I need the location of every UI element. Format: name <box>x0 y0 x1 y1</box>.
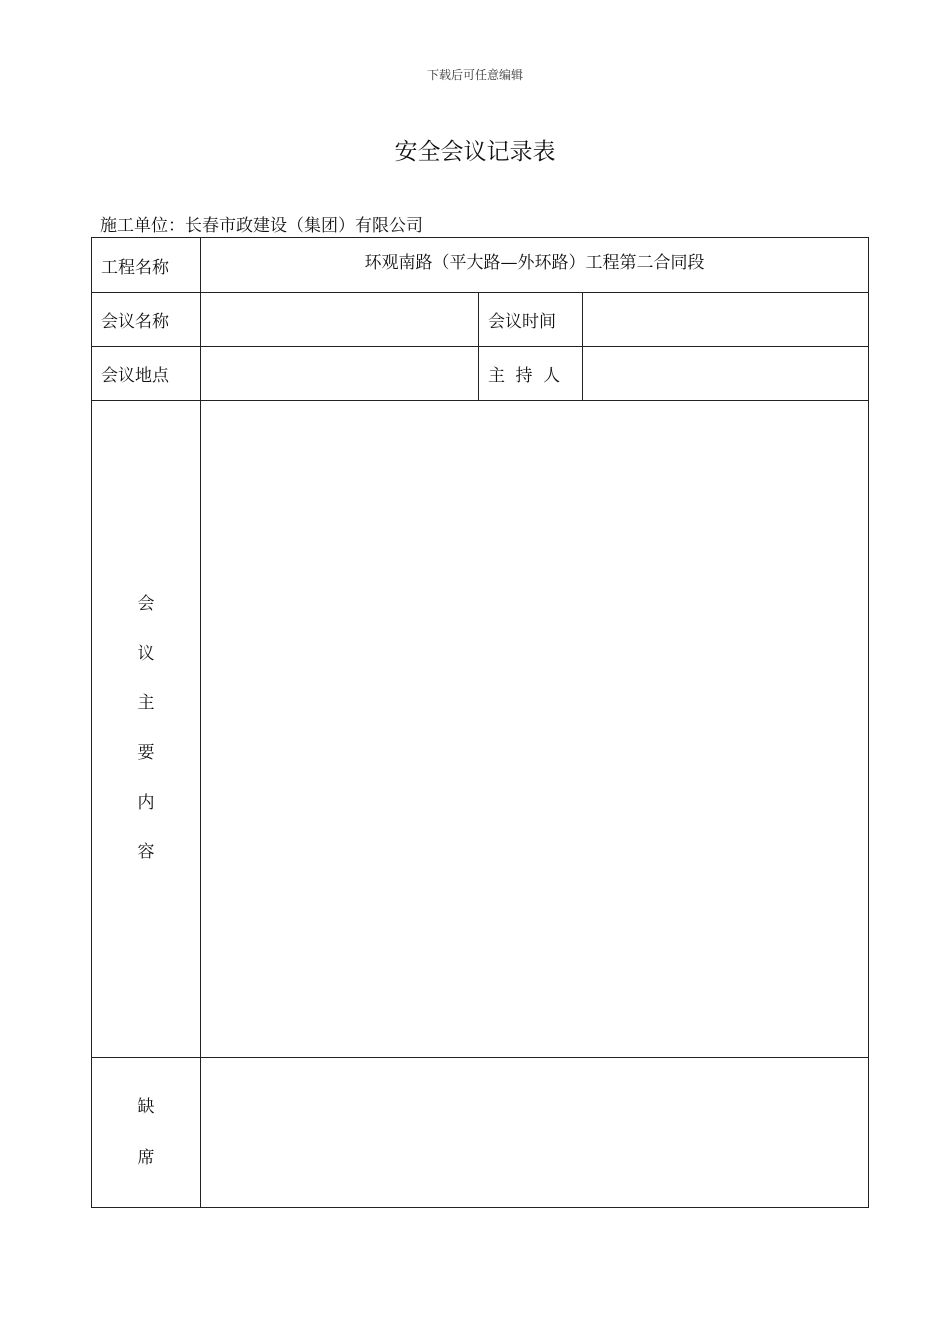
meeting-name-label: 会议名称 <box>92 293 201 347</box>
meeting-place-field[interactable] <box>201 347 479 401</box>
meeting-time-field[interactable] <box>583 293 869 347</box>
absent-row <box>92 1058 869 1208</box>
project-row <box>92 238 869 293</box>
meeting-name-row <box>92 293 869 347</box>
absent-label-char: 缺 <box>137 1096 155 1117</box>
meeting-content-label <box>92 401 201 1058</box>
project-name-value[interactable]: 环观南路（平大路—外环路）工程第二合同段 <box>201 238 869 293</box>
meeting-time-label: 会议时间 <box>479 293 583 347</box>
content-label-char: 要 <box>137 743 155 763</box>
content-row <box>92 401 869 1058</box>
content-label-char: 容 <box>137 842 155 863</box>
meeting-record-table <box>91 237 869 1208</box>
absent-label <box>92 1058 201 1208</box>
meeting-place-row <box>92 347 869 401</box>
meeting-content-field[interactable] <box>201 401 869 1058</box>
host-field[interactable] <box>583 347 869 401</box>
meeting-place-label: 会议地点 <box>92 347 201 401</box>
content-label-char: 内 <box>137 792 155 813</box>
meeting-name-field[interactable] <box>201 293 479 347</box>
content-label-char: 主 <box>137 693 155 714</box>
project-name-label: 工程名称 <box>92 238 201 293</box>
document-title: 安全会议记录表 <box>394 139 556 165</box>
content-label-char: 会 <box>137 594 155 615</box>
download-note: 下载后可任意编辑 <box>426 68 523 82</box>
absent-field[interactable] <box>201 1058 869 1208</box>
construction-unit: 施工单位：长春市政建设（集团）有限公司 <box>100 216 423 236</box>
content-label-char: 议 <box>137 643 155 664</box>
absent-label-char: 席 <box>137 1147 155 1168</box>
host-label: 主持人 <box>479 347 583 401</box>
